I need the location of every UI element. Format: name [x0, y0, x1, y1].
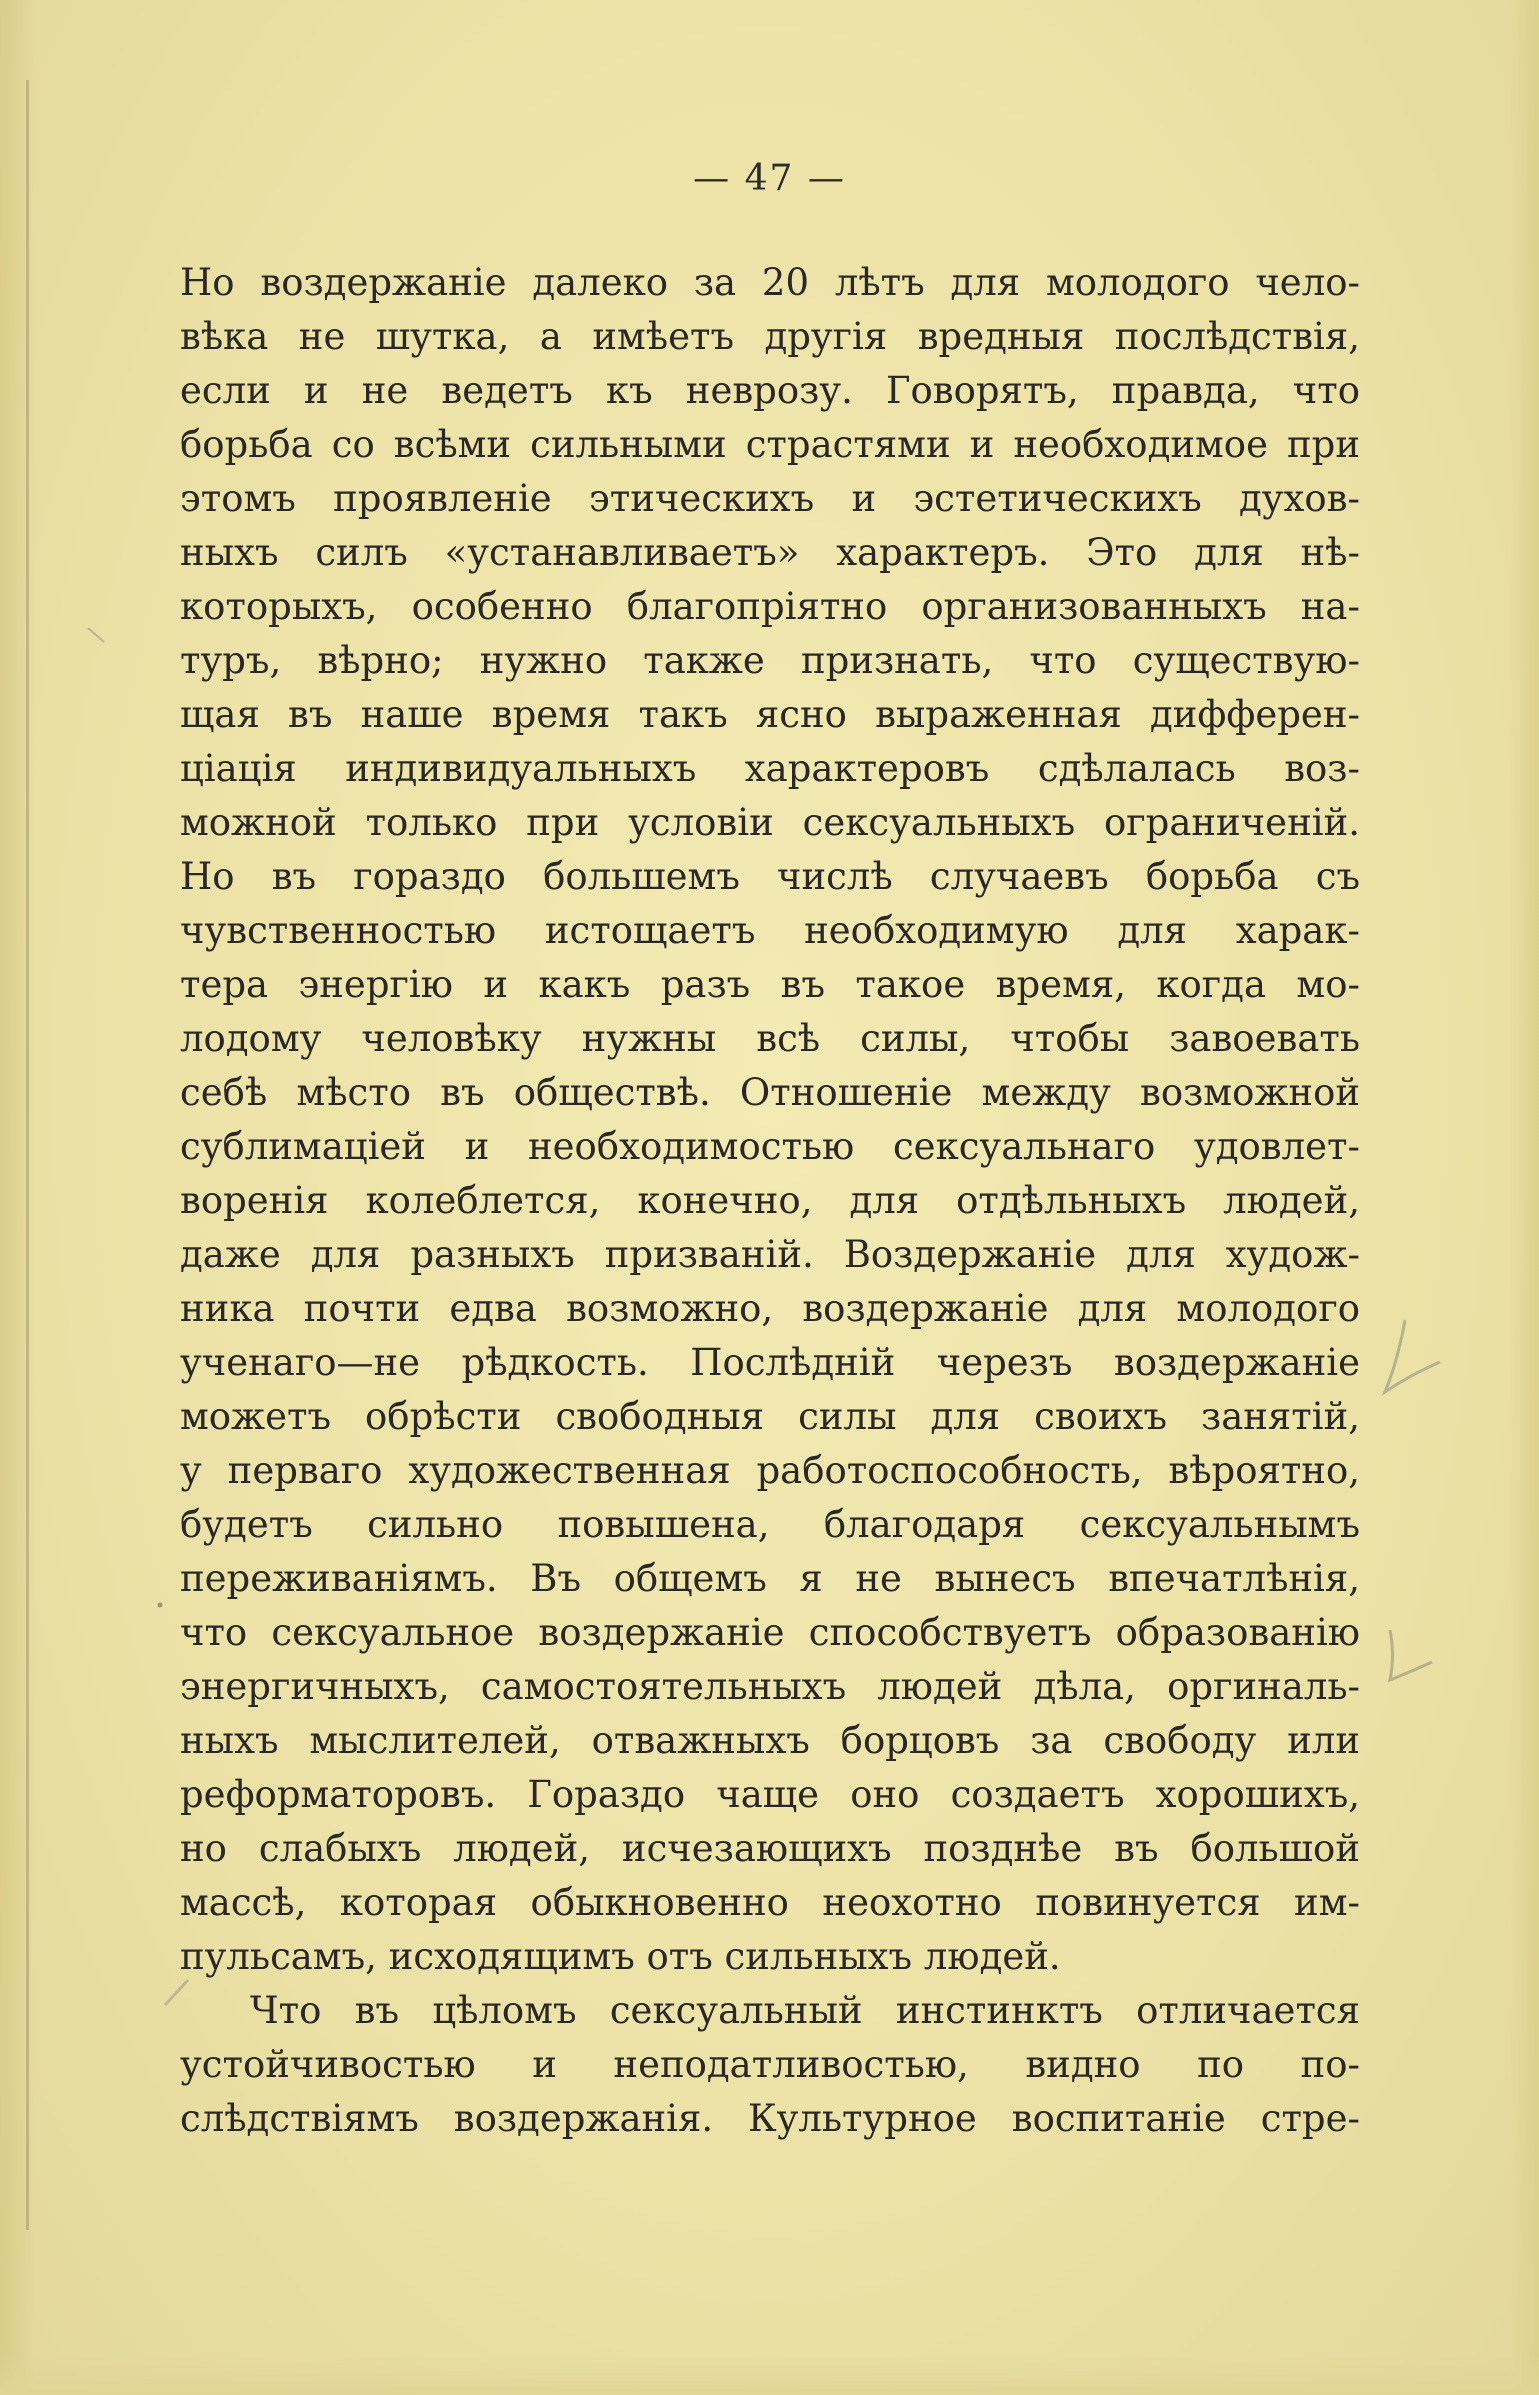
- text-line: что сексуальное воздержаніе способствуетъ образованію: [180, 1611, 1360, 1654]
- text-line: можной только при условіи сексуальныхъ ограниченій.: [180, 801, 1360, 844]
- text-line: даже для разныхъ призваній. Воздержаніе для худож-: [180, 1233, 1360, 1276]
- paragraph-2: [180, 1984, 1360, 2146]
- page-right-shadow: [1509, 0, 1539, 2395]
- text-line: переживаніямъ. Въ общемъ я не вынесъ впечатлѣнія,: [180, 1557, 1360, 1600]
- text-line: лодому человѣку нужны всѣ силы, чтобы завоевать: [180, 1017, 1360, 1060]
- text-line: тера энергію и какъ разъ въ такое время, когда мо-: [180, 963, 1360, 1006]
- text-line: будетъ сильно повышена, благодаря сексуальнымъ: [180, 1503, 1360, 1546]
- text-line: ника почти едва возможно, воздержаніе для молодого: [180, 1287, 1360, 1330]
- page-left-shadow: [0, 0, 36, 2395]
- page-number: — 47 —: [693, 158, 846, 199]
- binding-line: [26, 80, 29, 2230]
- text-line: но слабыхъ людей, исчезающихъ позднѣе въ большой: [180, 1827, 1360, 1870]
- text-line: устойчивостью и неподатливостью, видно по по-: [180, 2043, 1360, 2086]
- text-line: ученаго—не рѣдкость. Послѣдній черезъ воздержаніе: [180, 1341, 1360, 1384]
- text-line: чувственностью истощаетъ необходимую для харак-: [180, 909, 1360, 952]
- margin-tick-mark: [88, 628, 104, 642]
- text-line: ныхъ силъ «устанавливаетъ» характеръ. Это для нѣ-: [180, 531, 1360, 574]
- margin-check-mark: [1390, 1630, 1432, 1680]
- text-line: если и не ведетъ къ неврозу. Говорятъ, правда, что: [180, 369, 1360, 412]
- margin-check-mark: [1385, 1320, 1440, 1392]
- text-line: слѣдствіямъ воздержанія. Культурное воспитаніе стре-: [180, 2097, 1360, 2140]
- text-line: Но въ гораздо большемъ числѣ случаевъ борьба съ: [180, 855, 1360, 898]
- text-line: Что въ цѣломъ сексуальный инстинктъ отличается: [250, 1989, 1360, 2032]
- text-line: туръ, вѣрно; нужно также признать, что существую-: [180, 639, 1360, 682]
- text-line: себѣ мѣсто въ обществѣ. Отношеніе между возможной: [180, 1071, 1360, 1114]
- text-line: вѣка не шутка, а имѣетъ другія вредныя послѣдствія,: [180, 315, 1360, 358]
- text-line: реформаторовъ. Гораздо чаще оно создаетъ хорошихъ,: [180, 1773, 1360, 1816]
- text-line: Но воздержаніе далеко за 20 лѣтъ для молодого чело-: [180, 261, 1360, 304]
- text-line: сублимаціей и необходимостью сексуальнаго удовлет-: [180, 1125, 1360, 1168]
- text-line: воренія колеблется, конечно, для отдѣльныхъ людей,: [180, 1179, 1360, 1222]
- text-line: пульсамъ, исходящимъ отъ сильныхъ людей.: [180, 1935, 1061, 1978]
- text-line: у перваго художественная работоспособность, вѣроятно,: [180, 1449, 1360, 1492]
- text-line: борьба со всѣми сильными страстями и необходимое при: [180, 423, 1360, 466]
- text-line: ціація индивидуальныхъ характеровъ сдѣлалась воз-: [180, 747, 1360, 790]
- ink-dot: [158, 1603, 163, 1608]
- text-line: энергичныхъ, самостоятельныхъ людей дѣла, оргиналь-: [180, 1665, 1360, 1708]
- paragraph-1: [180, 256, 1360, 1984]
- text-line: массѣ, которая обыкновенно неохотно повинуется им-: [180, 1881, 1360, 1924]
- body-text: [180, 256, 1360, 2146]
- text-line: щая въ наше время такъ ясно выраженная дифферен-: [180, 693, 1360, 736]
- text-line: ныхъ мыслителей, отважныхъ борцовъ за свободу или: [180, 1719, 1360, 1762]
- text-line: которыхъ, особенно благопріятно организованныхъ на-: [180, 585, 1360, 628]
- text-line: можетъ обрѣсти свободныя силы для своихъ занятій,: [180, 1395, 1360, 1438]
- text-line: этомъ проявленіе этическихъ и эстетическихъ духов-: [180, 477, 1360, 520]
- page-bottom-shadow: [0, 2355, 1539, 2395]
